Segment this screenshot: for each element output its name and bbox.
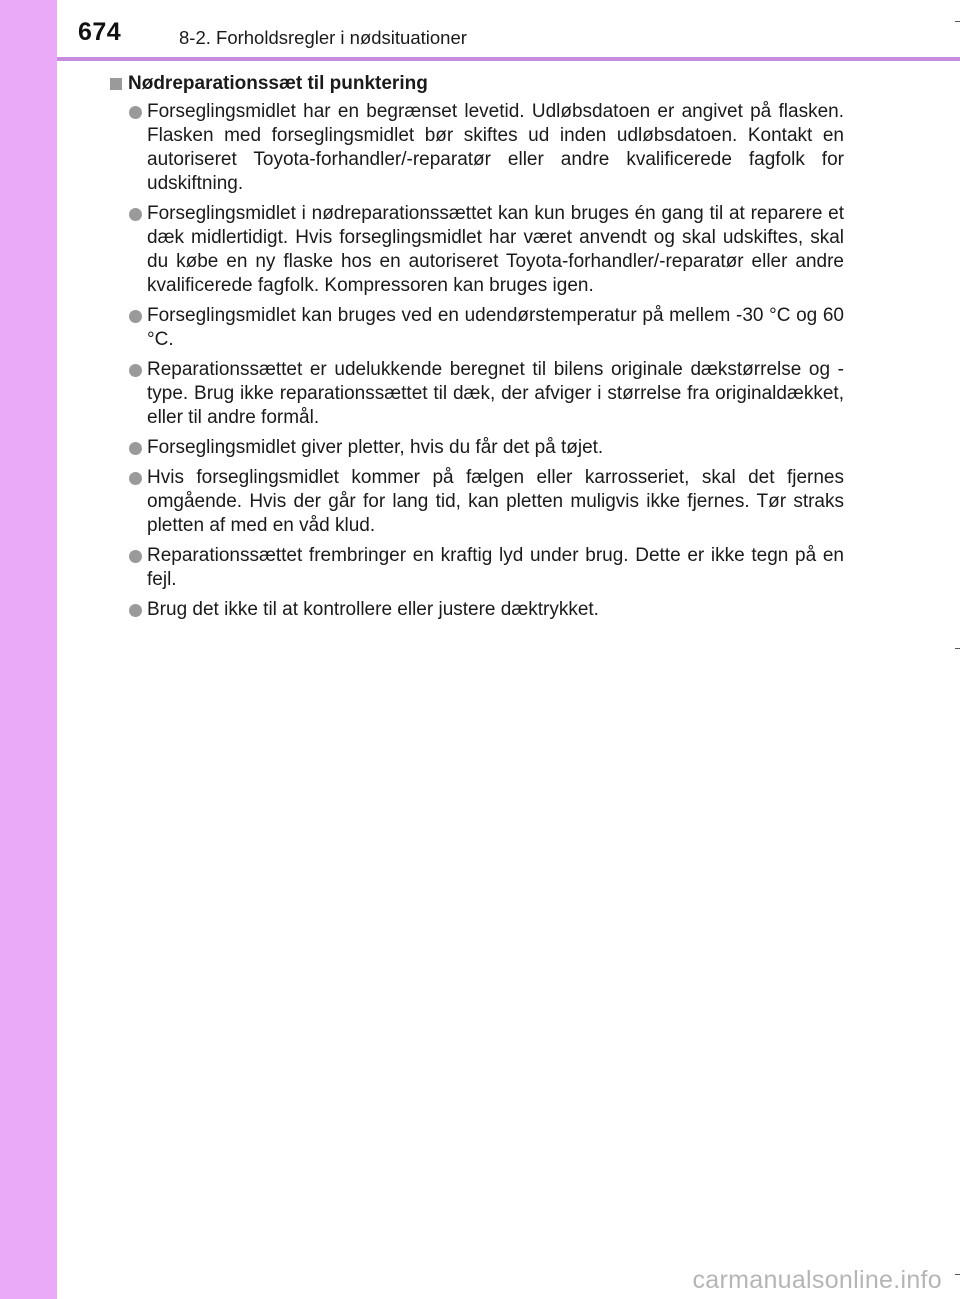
section-heading-text: Nødreparationssæt til punktering: [128, 73, 428, 94]
list-item-text: Reparationssættet er udelukkende beregnet til bilens originale dækstørrelse og -type. Brug ikke reparationssættet til dæk, der afviger i størrelse fra originaldækket, eller til andre formål.: [147, 359, 844, 428]
crop-mark-top: [955, 21, 960, 22]
circle-bullet-icon: [129, 604, 142, 617]
emergency-repair-kit-section: [110, 72, 844, 628]
circle-bullet-icon: [129, 310, 142, 323]
list-item: [110, 436, 844, 460]
list-item-text: Forseglingsmidlet i nødreparationssættet kan kun bruges én gang til at reparere et dæk midlertidigt. Hvis forseglingsmidlet har været anvendt og skal udskiftes, skal du købe en ny flaske hos en autoriseret Toyota-forhandler/-reparatør eller andre kvalificerede fagfolk. Kompressoren kan bruges igen.: [147, 203, 844, 296]
chapter-title: 8-2. Forholdsregler i nødsituationer: [179, 27, 467, 48]
crop-mark-middle: [955, 648, 960, 649]
list-item: [110, 598, 844, 622]
circle-bullet-icon: [129, 550, 142, 563]
circle-bullet-icon: [129, 106, 142, 119]
list-item-text: Reparationssættet frembringer en kraftig lyd under brug. Dette er ikke tegn på en fejl.: [147, 545, 844, 590]
list-item-text: Forseglingsmidlet kan bruges ved en udendørstemperatur på mellem -30 °C og 60 °C.: [147, 305, 844, 350]
section-heading: [110, 72, 844, 96]
list-item-text: Hvis forseglingsmidlet kommer på fælgen eller karrosseriet, skal det fjernes omgående. Hvis der går for lang tid, kan pletten muligvis ikke fjernes. Tør straks pletten af med en våd klud.: [147, 467, 844, 536]
list-item-text: Forseglingsmidlet har en begrænset levetid. Udløbsdatoen er angivet på flasken. Flasken med forseglingsmidlet bør skiftes ud inden udløbsdatoen. Kontakt en autoriseret Toyota-forhandler/-reparatør eller andre kvalificerede fagfolk for udskiftning.: [147, 101, 844, 194]
list-item: [110, 358, 844, 430]
circle-bullet-icon: [129, 442, 142, 455]
list-item: [110, 544, 844, 592]
precaution-list: [110, 100, 844, 622]
list-item-text: Brug det ikke til at kontrollere eller justere dæktrykket.: [147, 599, 599, 620]
page-number: 674: [78, 18, 122, 46]
watermark-text: carmanualsonline.info: [692, 1266, 942, 1294]
circle-bullet-icon: [129, 472, 142, 485]
crop-mark-bottom: [955, 1274, 960, 1275]
circle-bullet-icon: [129, 364, 142, 377]
list-item: [110, 466, 844, 538]
list-item: [110, 202, 844, 298]
side-color-band: [0, 0, 57, 1299]
list-item-text: Forseglingsmidlet giver pletter, hvis du får det på tøjet.: [147, 437, 604, 458]
circle-bullet-icon: [129, 208, 142, 221]
header-rule: [57, 57, 960, 61]
square-bullet-icon: [110, 78, 122, 90]
list-item: [110, 100, 844, 196]
list-item: [110, 304, 844, 352]
